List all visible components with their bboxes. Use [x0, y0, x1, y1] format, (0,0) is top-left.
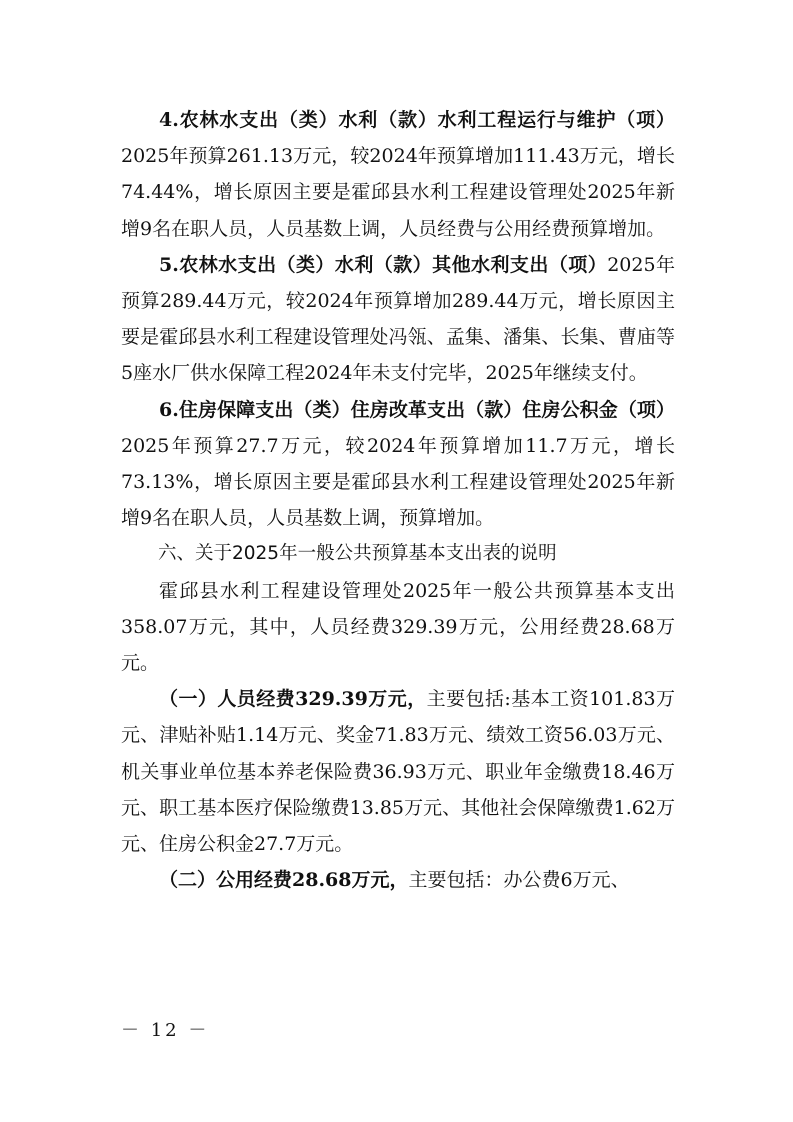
personnel-expense-text: 主要包括:基本工资101.83万元、津贴补贴1.14万元、奖金71.83万元、绩效工资56.03万元、机关事业单位基本养老保险费36.93万元、职业年金缴费18.46万元、职工基本医疗保险缴费13.85万元、其他社会保障缴费1.62万元、住房公积金27.7万元。: [121, 688, 675, 856]
item-6-text: 2025年预算27.7万元，较2024年预算增加11.7万元，增长73.13%，增长原因主要是霍邱县水利工程建设管理处2025年新增9名在职人员，人员基数上调，预算增加。: [121, 434, 675, 530]
paragraph-item-5: [121, 247, 675, 392]
public-expense-paragraph: [121, 862, 675, 898]
paragraph-item-6: [121, 392, 675, 537]
public-expense-heading: （二）公用经费28.68万元，: [159, 869, 409, 892]
item-4-heading: 4.农林水支出（类）水利（款）水利工程运行与维护（项）: [159, 109, 675, 131]
paragraph-item-4: [121, 102, 675, 247]
item-5-heading: 5.农林水支出（类）水利（款）其他水利支出（项）: [159, 253, 608, 276]
personnel-expense-heading: （一）人员经费329.39万元，: [159, 688, 427, 711]
section-6-heading: 六、关于2025年一般公共预算基本支出表的说明: [158, 543, 557, 565]
section-6-intro: 霍邱县水利工程建设管理处2025年一般公共预算基本支出358.07万元，其中，人员经费329.39万元，公用经费28.68万元。: [121, 579, 675, 675]
public-expense-text: 主要包括：办公费6万元、: [408, 869, 630, 892]
page-number: － 12 －: [121, 1020, 210, 1041]
item-5-text: 2025年预算289.44万元，较2024年预算增加289.44万元，增长原因主要是霍邱县水利工程建设管理处冯瓴、孟集、潘集、长集、曹庙等5座水厂供水保障工程2024年未支付完毕，2025年继续支付。: [121, 253, 675, 385]
item-4-text: 2025年预算261.13万元，较2024年预算增加111.43万元，增长74.44%，增长原因主要是霍邱县水利工程建设管理处2025年新增9名在职人员，人员基数上调，人员经费与公用经费预算增加。: [121, 145, 675, 240]
personnel-expense-paragraph: [121, 681, 675, 862]
document-body: [121, 102, 675, 898]
item-6-heading: 6.住房保障支出（类）住房改革支出（款）住房公积金（项）: [159, 398, 675, 421]
